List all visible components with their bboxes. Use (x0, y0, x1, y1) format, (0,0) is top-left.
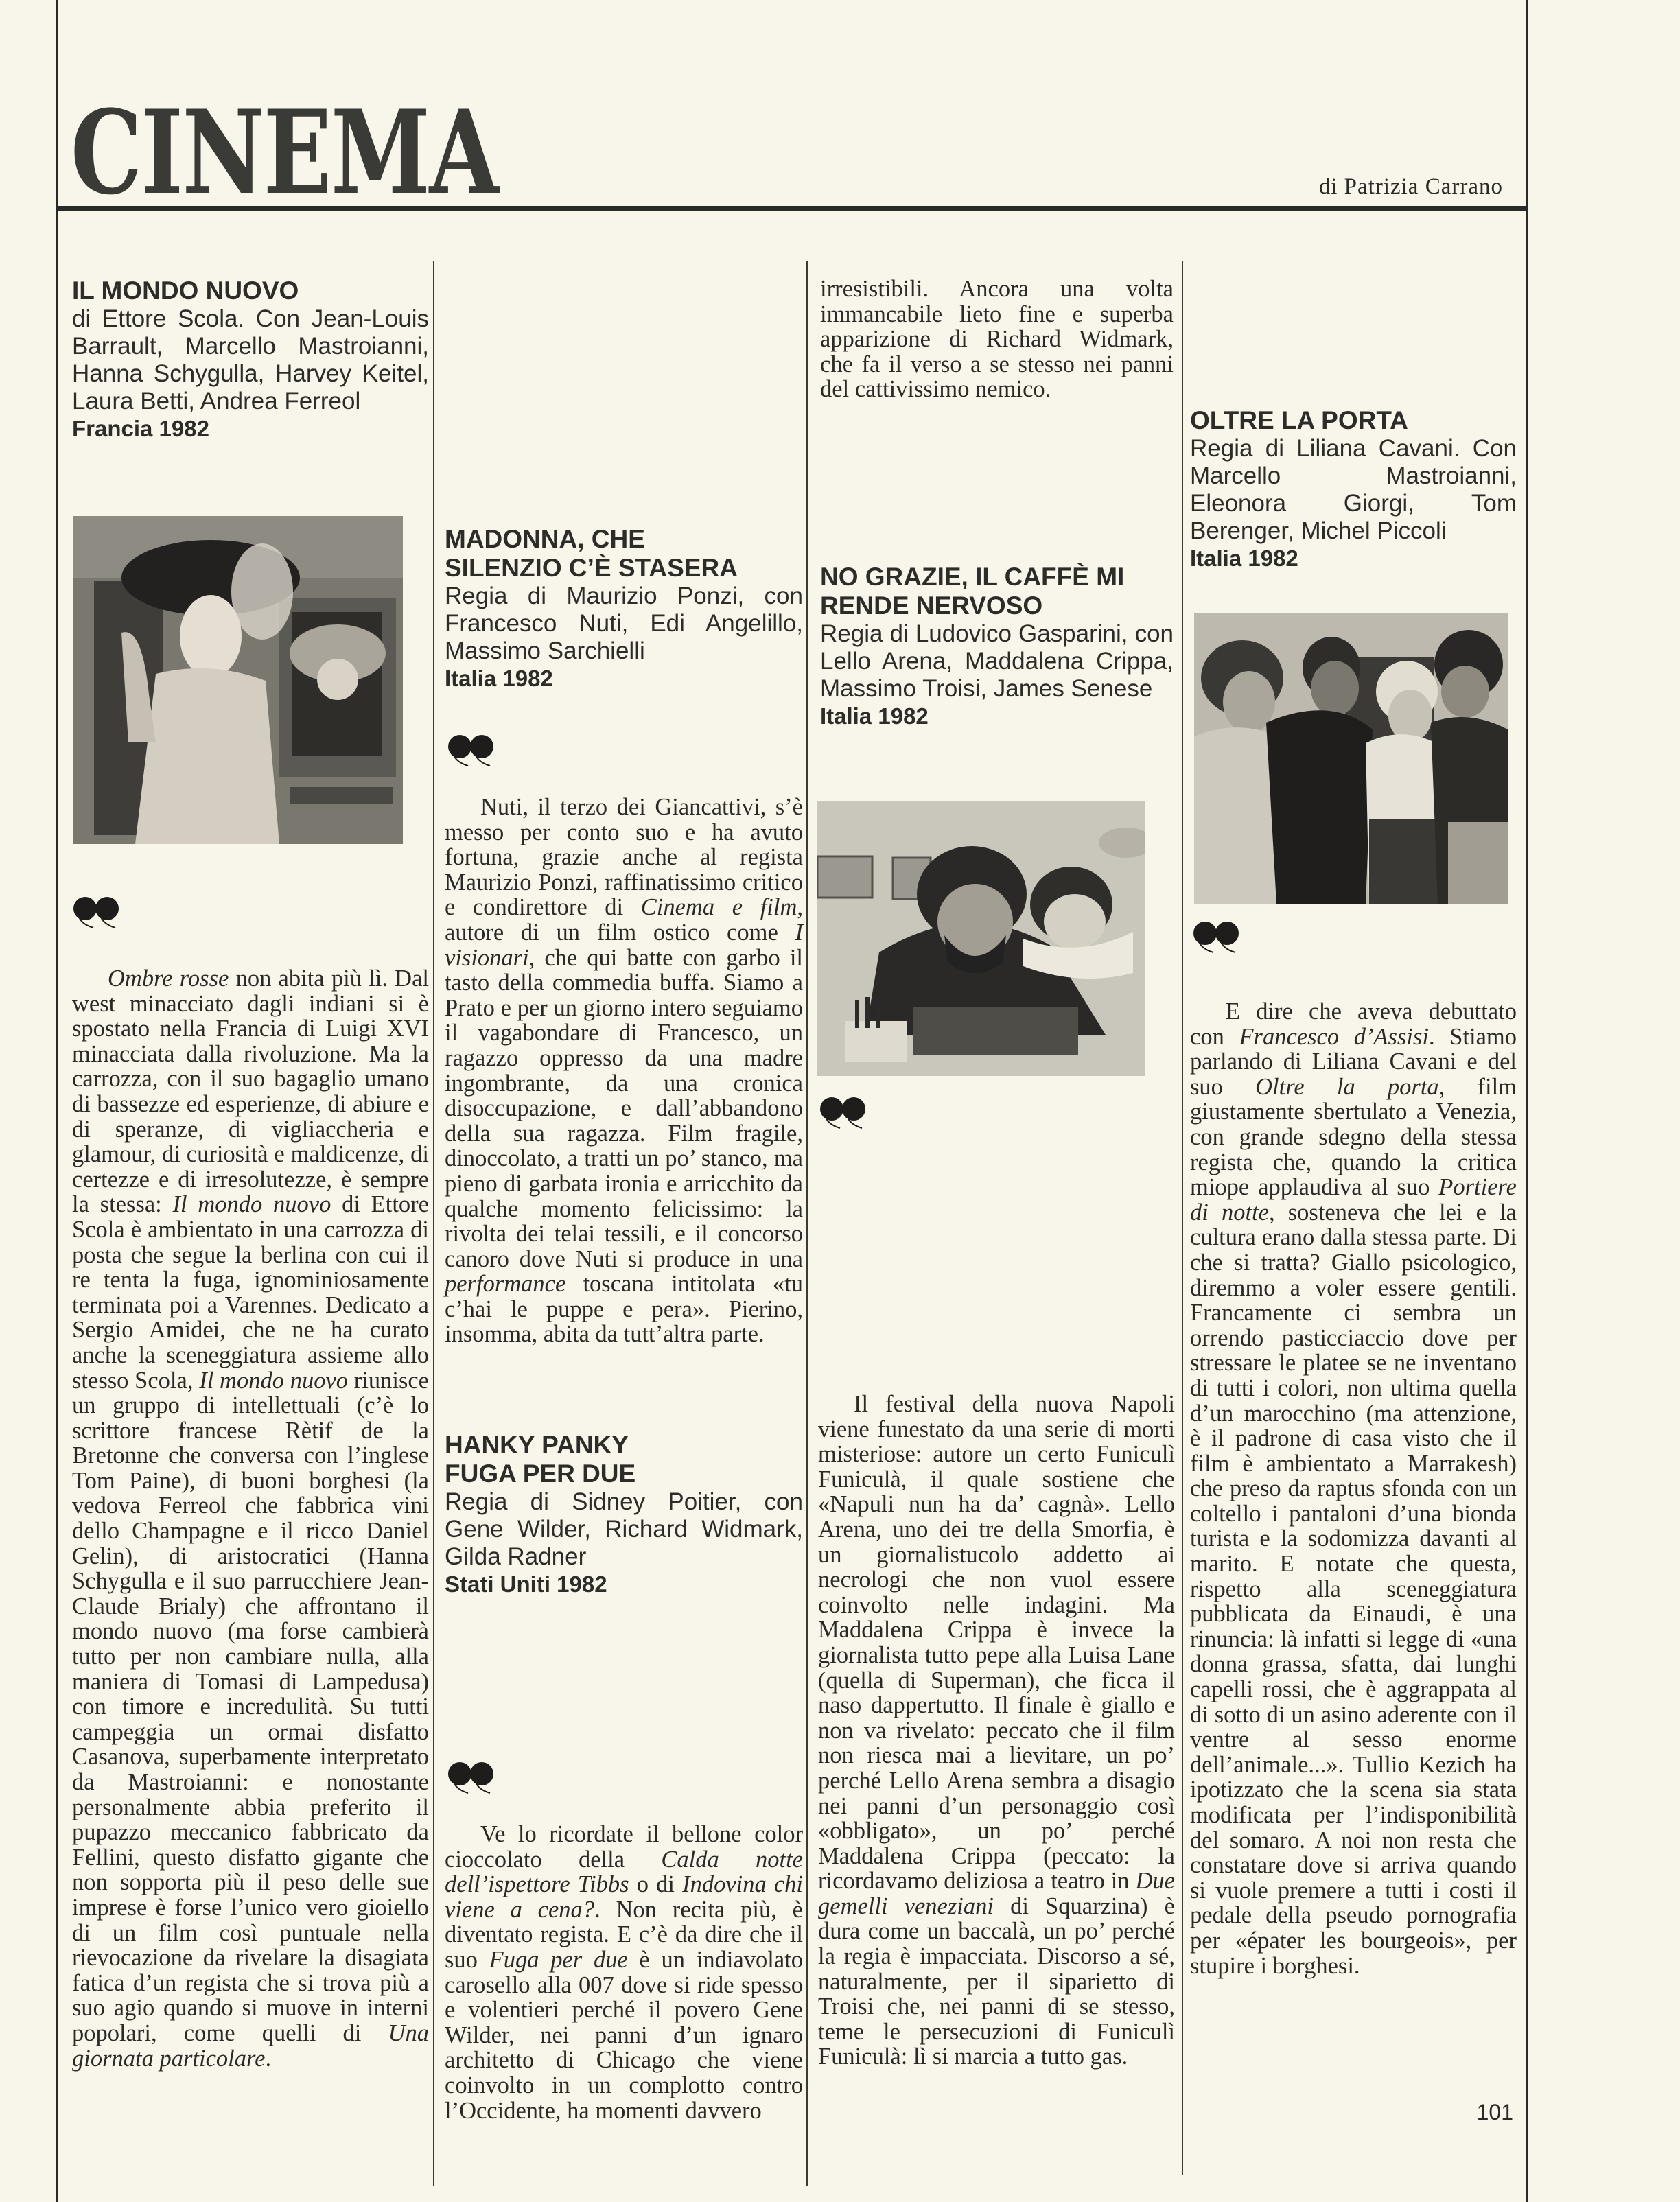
quote-mark-icon (818, 1095, 894, 1136)
review-country-year: Stati Uniti 1982 (445, 1571, 607, 1597)
review-body-madonna: Nuti, il terzo dei Giancattivi, s’è messo per conto suo e ha avuto fortuna, grazie anche al regista Maurizio Ponzi, raffinatissimo critico e condirettore di Cinema e film, autore di un film ostico come I visionari, che qui batte con garbo il tasto della commedia buffa. Siamo a Prato e per un giorno intero seguiamo il vagabondare di Francesco, un ragazzo oppresso da una madre ingombrante, da una cronica disoccupazione, e dall’abbandono della sua ragazza. Film fragile, dinoccolato, a tratti un po’ stanco, ma pieno di garbata ironia e arricchito da qualche momento felicissimo: la rivolta dei telai tessili, e il concorso canoro dove Nuti si produce in una performance toscana intitolata «tu c’hai le puppe e pera». Pierino, insomma, abita da tutt’altra parte. (445, 794, 803, 1348)
page-frame-right-rule (1526, 0, 1528, 2202)
review-country-year: Italia 1982 (820, 703, 929, 729)
review-madonna-header (445, 525, 803, 692)
film-still-group (1194, 613, 1508, 904)
review-credits: Regia di Ludovico Gasparini, con Lello Arena, Maddalena Crippa, Massimo Troisi, James Senese (820, 620, 1174, 702)
quote-mark-icon (71, 895, 147, 936)
page-number: 101 (1476, 2100, 1513, 2124)
review-title: HANKY PANKY FUGA PER DUE (445, 1431, 636, 1488)
film-still-typewriter (817, 801, 1145, 1076)
review-body-hanky-panky-continued: irresistibili. Ancora una volta immancabile lieto fine e superba apparizione di Richard Widmark, che fa il verso a se stesso nei panni del cattivissimo nemico. (820, 276, 1174, 403)
review-no-grazie-header (820, 563, 1174, 730)
review-title: IL MONDO NUOVO (72, 277, 299, 305)
review-country-year: Italia 1982 (1190, 546, 1298, 571)
review-country-year: Francia 1982 (72, 416, 209, 441)
review-title: OLTRE LA PORTA (1190, 406, 1408, 434)
quote-mark-icon (446, 1760, 522, 1801)
review-credits: Regia di Sidney Poitier, con Gene Wilder, Richard Widmark, Gilda Radner (445, 1488, 803, 1570)
film-still-carriage (73, 516, 403, 844)
author-byline: di Patrizia Carrano (1318, 174, 1503, 199)
column-separator (433, 261, 434, 2186)
review-credits: Regia di Maurizio Ponzi, con Francesco Nuti, Edi Angelillo, Massimo Sarchielli (445, 583, 803, 664)
review-title: MADONNA, CHE SILENZIO C’È STASERA (445, 525, 738, 582)
section-title: CINEMA (71, 84, 498, 220)
review-body-il-mondo-nuovo: Ombre rosse non abita più lì. Dal west minacciato dagli indiani si è spostato nella Francia di Luigi XVI minacciata dalla rivoluzione. Ma la carrozza, con il suo bagaglio umano di bassezze ed esperienze, di abiure e di speranze, di vigliaccheria e glamour, di curiosità e maldicenze, di certezze e di irresolutezze, è sempre la stessa: Il mondo nuovo di Ettore Scola è ambientato in una carrozza di posta che segue la berlina con cui il re tenta la fuga, ignominiosamente terminata poi a Varennes. Dedicato a Sergio Amidei, che ne ha curato anche la sceneggiatura assieme allo stesso Scola, Il mondo nuovo riunisce un gruppo di intellettuali (c’è lo scrittore francese Rètif de la Bretonne che conversa con l’inglese Tom Paine), di buoni borghesi (la vedova Ferreol che fabbrica vini dello Champagne e il ricco Daniel Gelin), di aristocratici (Hanna Schygulla e il suo parrucchiere Jean-Claude Brialy) che affrontano il mondo nuovo (ma forse cambierà tutto per non cambiare nulla, alla maniera di Tomasi di Lampedusa) con timore e incredulità. Su tutti campeggia un ormai disfatto Casanova, superbamente interpretato da Mastroianni: e nonostante personalmente abbia preferito il pupazzo meccanico fabbricato da Fellini, questo disfatto gigante che non sopporta più il peso delle sue imprese è forse l’unico vero gioiello di un film così puntuale nella rievocazione da rivelare la disagiata fatica d’un regista che si trova più a suo agio quando si muove in interni popolari, come quelli di Una giornata particolare. (72, 965, 429, 2072)
quote-mark-icon (1191, 920, 1267, 961)
review-hanky-panky-header (445, 1431, 803, 1598)
film-still-group-image (1194, 613, 1508, 904)
film-still-carriage-image (73, 516, 403, 844)
review-country-year: Italia 1982 (445, 666, 553, 691)
page-frame-left-rule (56, 0, 58, 2202)
review-credits: di Ettore Scola. Con Jean-Louis Barrault, Marcello Mastroianni, Hanna Schygulla, Harvey Keitel, Laura Betti, Andrea Ferreol (72, 305, 429, 414)
review-body-oltre-la-porta: E dire che aveva debuttato con Francesco d’Assisi. Stiamo parlando di Liliana Cavani e del suo Oltre la porta, film giustamente sbertulato a Venezia, con grande sdegno della stessa regista che, quando la critica miope applaudiva al suo Portiere di notte, sosteneva che lei e la cultura erano dalla stessa parte. Di che si tratta? Giallo psicologico, diremmo a voler essere gentili. Francamente ci sembra un orrendo pasticciaccio dove per stressare le platee se ne inventano di tutti i colori, non ultima quella d’un marocchino (ma attenzione, è il padrone di casa visto che il film è ambientato a Marrakesh) che preso da raptus sfonda con un coltello i pantaloni d’una bionda turista e la sodomizza davanti al marito. E notate che questa, rispetto alla sceneggiatura pubblicata da Einaudi, è una rinuncia: là infatti si legge di «una donna grassa, sfatta, dai lunghi capelli rossi, che è aggrappata al di sotto di un asino aderente con il ventre al sesso enorme dell’animale...». Tullio Kezich ha ipotizzato che la scena sia stata modificata per l’indisponibilità del somaro. A noi non resta che constatare dove si arriva quando si vuole premere a tutti i costi il pedale della pseudo pornografia per «épater les bourgeois», per stupire i borghesi. (1190, 998, 1517, 1979)
column-separator (1182, 261, 1183, 2175)
film-still-typewriter-image (817, 801, 1145, 1076)
review-body-hanky-panky: Ve lo ricordate il bellone color cioccolato della Calda notte dell’ispettore Tibbs o di Indovina chi viene a cena?. Non recita più, è diventato regista. E c’è da dire che il suo Fuga per due è un indiavolato carosello alla 007 dove si ride spesso e volentieri perché il povero Gene Wilder, nei panni d’un ignaro architetto di Chicago che viene coinvolto in un complotto contro l’Occidente, ha momenti davvero (445, 1821, 803, 2124)
review-oltre-la-porta-header (1190, 406, 1517, 572)
quote-mark-icon (446, 733, 522, 774)
review-il-mondo-nuovo-header (72, 277, 429, 443)
review-body-no-grazie: Il festival della nuova Napoli viene funestato da una serie di morti misteriose: autore un certo Funiculì Funiculà, il quale sostiene che «Napuli nun ha da’ cagnà». Lello Arena, uno dei tre della Smorfia, è un giornalistucolo addetto ai necrologi che non vuol essere coinvolto nelle indagini. Ma Maddalena Crippa è invece la giornalista tutto pepe alla Luisa Lane (quella di Superman), che ficca il naso dappertutto. Il finale è giallo e non va rivelato: peccato che il film non riesca mai a lievitare, un po’ perché Lello Arena sembra a disagio nei panni d’un personaggio così «obbligato», un po’ perché Maddalena Crippa (peccato: la ricordavamo deliziosa a teatro in Due gemelli veneziani di Squarzina) è dura come un baccalà, un po’ perché la regia è impacciata. Discorso a sé, naturalmente, per il siparietto di Troisi che, nei panni di se stesso, teme le persecuzioni di Funiculì Funiculà: lì si marcia a tutto gas. (818, 1391, 1175, 2070)
column-separator (806, 261, 808, 2186)
review-credits: Regia di Liliana Cavani. Con Marcello Mastroianni, Eleonora Giorgi, Tom Berenger, Michel Piccoli (1190, 435, 1517, 544)
review-title: NO GRAZIE, IL CAFFÈ MI RENDE NERVOSO (820, 563, 1125, 620)
